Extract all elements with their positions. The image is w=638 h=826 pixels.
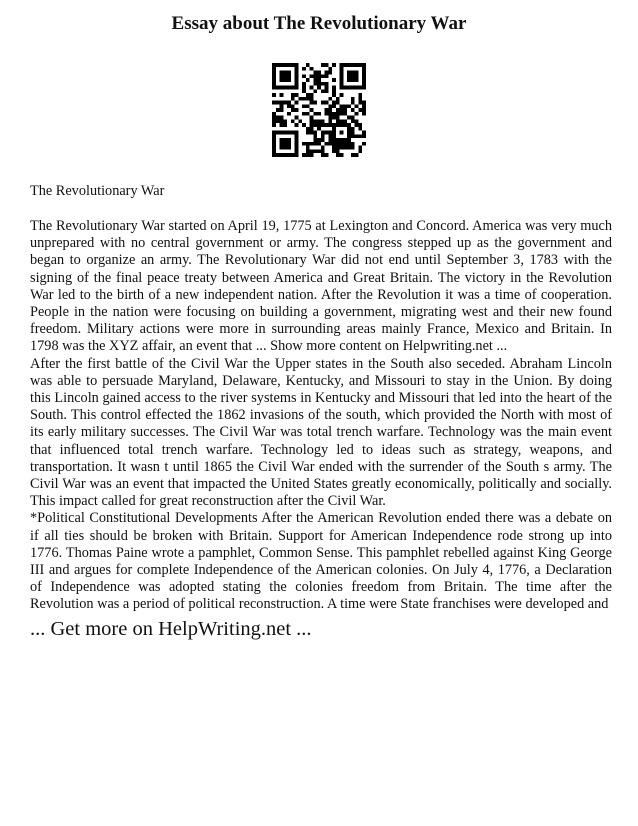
qr-code-icon	[272, 63, 366, 157]
section-heading: The Revolutionary War	[30, 183, 165, 199]
essay-body	[30, 218, 612, 614]
essay-paragraph: *Political Constitutional Developments After the American Revolution ended there was a debate on if all ties should be broken with Britain. Support for American Independence rode strong up into 1776. Thomas Paine wrote a pamphlet, Common Sense. This pamphlet rebelled against King George III and argues for complete Independence of the American colonies. On July 4, 1776, a Declaration of Independence was adopted stating the colonies freedom from Britain. The time after the Revolution was a period of political reconstruction. A time were State franchises were developed and	[30, 510, 612, 613]
essay-paragraph: The Revolutionary War started on April 19, 1775 at Lexington and Concord. America was very much unprepared with no central government or army. The congress stepped up as the government and began to organize an army. The Revolutionary War did not end until September 3, 1783 with the signing of the final peace treaty between America and Great Britain. The victory in the Revolution War led to the birth of a new independent nation. After the Revolution it was a time of cooperation. People in the nation were focusing on building a government, migrating west and their new found freedom. Military actions were more in surrounding areas mainly France, Mexico and Britain. In 1798 was the XYZ affair, an event that ... Show more content on Helpwriting.net ...	[30, 218, 612, 355]
document-title: Essay about The Revolutionary War	[171, 13, 467, 34]
essay-paragraph: After the first battle of the Civil War the Upper states in the South also seceded. Abraham Lincoln was able to persuade Maryland, Delaware, Kentucky, and Missouri to stay in the Union. By doing this Lincoln gained access to the river systems in Kentucky and Missouri that led into the heart of the South. This control effected the 1862 invasions of the south, which provided the North with most of its early military successes. The Civil War was total trench warfare. Technology was the main event that influenced total trench warfare. Technology led to ideas such as strategy, weapons, and transportation. It wasn t until 1865 the Civil War ended with the surrender of the South s army. The Civil War was an event that impacted the United States greatly economically, politically and socially. This impact called for great reconstruction after the Civil War.	[30, 355, 612, 510]
get-more-link[interactable]: ... Get more on HelpWriting.net ...	[30, 618, 312, 640]
